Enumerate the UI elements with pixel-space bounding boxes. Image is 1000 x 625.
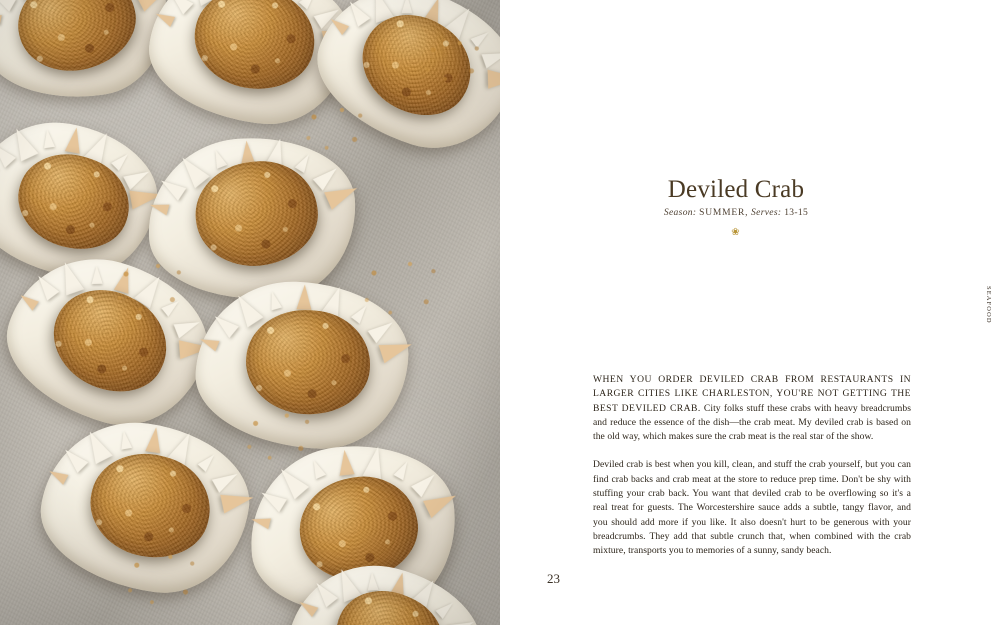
chapter-side-tab: SEAFOOD — [985, 286, 992, 324]
recipe-lede — [593, 373, 911, 444]
floral-ornament-icon: ❀ — [731, 227, 741, 238]
recipe-header — [500, 176, 972, 238]
page-number: 23 — [547, 571, 560, 586]
recipe-paragraph: Deviled crab is best when you kill, clean, and stuff the crab yourself, but you can find crab backs and crab meat at the store to reduce prep time. Don't be shy with stuffing your crab back. You want that deviled crab to be overflowing so it's a real treat for guests. The Worcestershire sauce adds a subtle, tangy flavor, and you should add more if you like. It also doesn't hurt to be generous with your breadcrumbs. They add that subtle crunch that, when combined with the crab mixture, transports you to memories of a sunny, sandy beach. — [593, 459, 911, 557]
recipe-title: Deviled Crab — [667, 176, 805, 203]
season-value: SUMMER, — [699, 208, 749, 218]
recipe-text-page — [500, 0, 1000, 625]
recipe-meta — [500, 208, 972, 218]
season-label: Season: — [663, 208, 697, 218]
serves-value: 13-15 — [784, 208, 809, 218]
serves-label: Serves: — [751, 208, 782, 218]
recipe-lede-rest: City folks stuff these crabs with heavy breadcrumbs and reduce the essence of the dish—the crab meat. My deviled crab is based on the old way, which makes sure the crab meat is the real star of the show. — [593, 402, 911, 443]
recipe-lede-caps: WHEN YOU ORDER DEVILED CRAB FROM RESTAURANTS IN LARGER CITIES LIKE CHARLESTON, YOU'RE NOT GETTING THE BEST DEVILED CRAB. — [593, 374, 911, 414]
recipe-body — [593, 373, 911, 559]
